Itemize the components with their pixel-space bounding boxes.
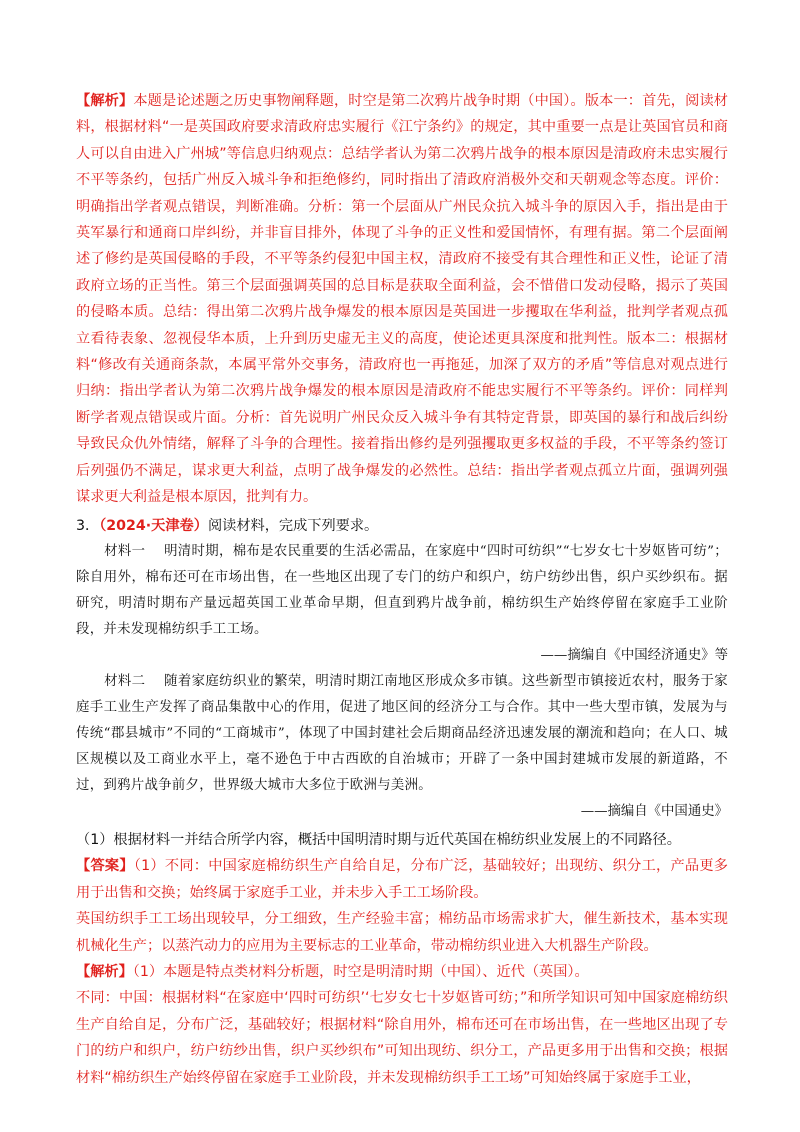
material-2 (76, 669, 728, 799)
analysis-label: 【解析】 (76, 93, 134, 109)
material-2-label: 材料二 (104, 673, 146, 689)
answer-china-text: （1）不同：中国家庭棉纺织生产自给自足，分布广泛，基础较好；出现纺、织分工，产品更多用于出售和交换；始终属于家庭手工业，并未步入手工工场阶段。 (76, 858, 728, 901)
question-source: （2024·天津卷） (99, 517, 208, 534)
analysis-paragraph-1 (76, 88, 728, 511)
answer-label: 【答案】 (76, 858, 134, 875)
page-content (76, 88, 728, 1091)
sub-question-1: （1）根据材料一并结合所学内容，概括中国明清时期与近代英国在棉纺织业发展上的不同路径。 (76, 831, 681, 848)
answer-paragraph-china (76, 853, 728, 906)
material-2-source: ——摘编自《中国通史》 (580, 803, 728, 819)
question-instruction: 阅读材料，完成下列要求。 (207, 517, 379, 534)
material-2-text: 随着家庭纺织业的繁荣，明清时期江南地区形成众多市镇。这些新型市镇接近农村，服务于家庭手工业生产发挥了商品集散中心的作用，促进了地区间的经济分工与合作。其中一些大型市镇，发展为与传统“郡县城市”不同的“工商城市”，体现了中国封建社会后期商品经济迅速发展的潮流和趋向；在人口、城区规模以及工商业水平上，毫不逊色于中古西欧的自治城市；开辟了一条中国封建城市发展的新道路，不过，到鸦片战争前夕，世界级大城市大多位于欧洲与美洲。 (76, 673, 728, 793)
analysis-paragraph-2-detail: 不同：中国：根据材料“在家庭中‘四时可纺织’‘七岁女七十岁妪皆可纺；”和所学知识可知中国家庭棉纺织生产自给自足，分布广泛，基础较好；根据材料“除自用外，棉布还可在市场出售，在一些地区出现了专门的纺户和织户，纺户纺纱出售，织户买纱织布”可知出现纺、织分工，产品更多用于出售和交换；根据材料“棉纺织生产始终停留在家庭手工业阶段，并未发现棉纺织手工工场”可知始终属于家庭手工业， (76, 990, 728, 1086)
question-number: 3． (76, 517, 100, 534)
material-1 (76, 539, 728, 643)
material-1-text: 明清时期，棉布是农民重要的生活必需品，在家庭中“四时可纺织”“七岁女七十岁妪皆可纺”；除自用外，棉布还可在市场出售，在一些地区出现了专门的纺户和织户，纺户纺纱出售，织户买纱织布。据研究，明清时期布产量远超英国工业革命早期，但直到鸦片战争前，棉纺织生产始终停留在家庭手工业阶段，并未发现棉纺织手工工场。 (76, 543, 729, 637)
analysis-label-2: 【解析】 (76, 963, 133, 980)
material-1-label: 材料一 (104, 543, 146, 559)
analysis-2-intro-text: （1）本题是特点类材料分析题，时空是明清时期（中国）、近代（英国）。 (132, 963, 589, 980)
analysis-paragraph-2-intro (76, 959, 728, 985)
answer-paragraph-britain: 英国纺织手工工场出现较早，分工细致，生产经验丰富；棉纺品市场需求扩大，催生新技术，基本实现机械化生产；以蒸汽动力的应用为主要标志的工业革命，带动棉纺织业进入大机器生产阶段。 (76, 911, 728, 954)
question-3-header (76, 513, 728, 539)
material-1-source: ——摘编自《中国经济通史》等 (540, 647, 728, 663)
analysis-text: 本题是论述题之历史事物阐释题，时空是第二次鸦片战争时期（中国）。版本一：首先，阅读材料，根据材料“一是英国政府要求清政府忠实履行《江宁条约》的规定，其中重要一点是让英国官员和商人可以自由进入广州城”等信息归纳观点：总结学者认为第二次鸦片战争的根本原因是清政府未忠实履行不平等条约，包括广州反入城斗争和拒绝修约，同时指出了清政府消极外交和天朝观念等态度。评价：明确指出学者观点错误，判断准确。分析：第一个层面从广州民众抗入城斗争的原因入手，指出是由于英军暴行和通商口岸纠纷，并非盲目排外，体现了斗争的正义性和爱国情怀，有理有据。第二个层面阐述了修约是英国侵略的手段，不平等条约侵犯中国主权，清政府不接受有其合理性和正义性，论证了清政府立场的正当性。第三个层面强调英国的总目标是获取全面利益，会不惜借口发动侵略，揭示了英国的侵略本质。总结：得出第二次鸦片战争爆发的根本原因是英国进一步攫取在华利益，批判学者观点孤立看待表象、忽视侵华本质，上升到历史虚无主义的高度，使论述更具深度和批判性。版本二：根据材料“修改有关通商条款，本属平常外交事务，清政府也一再拖延，加深了双方的矛盾”等信息对观点进行归纳：指出学者认为第二次鸦片战争爆发的根本原因是清政府不能忠实履行不平等条约。评价：同样判断学者观点错误或片面。分析：首先说明广州民众反入城斗争有其特定背景，即英国的暴行和战后纠纷导致民众仇外情绪，解释了斗争的合理性。接着指出修约是列强攫取更多权益的手段，不平等条约签订后列强仍不满足，谋求更大利益，点明了战争爆发的必然性。总结：指出学者观点孤立片面，强调列强谋求更大利益是根本原因，批判有力。 (76, 93, 728, 506)
